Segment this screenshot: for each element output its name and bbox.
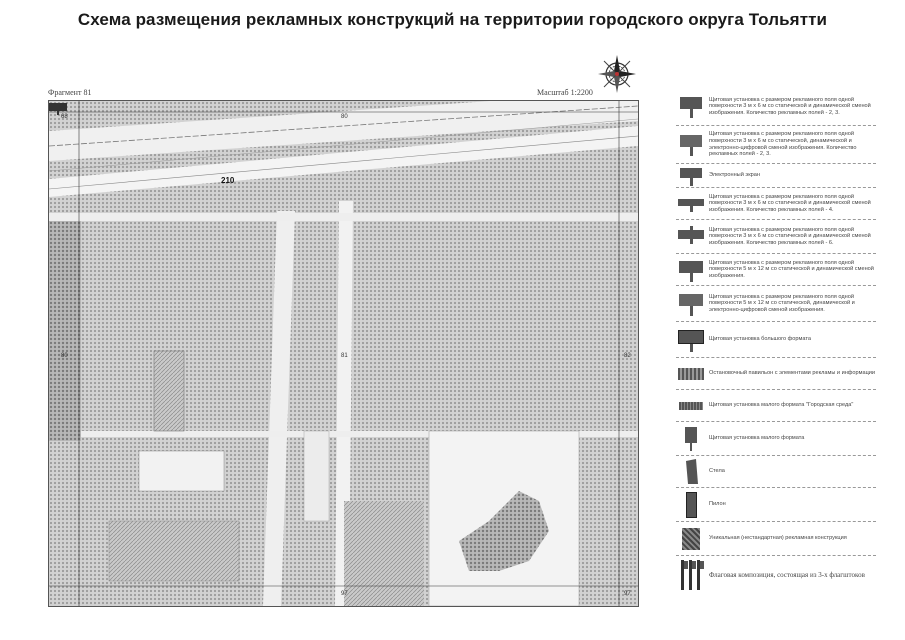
stele-icon (676, 456, 706, 487)
legend-text: Щитовая установка с размером рекламного поля одной поверхности 3 м х 6 м со статической и динамической сменой изображения. Количество рекламных полей - 6. (709, 226, 871, 246)
legend-text: Щитовая установка с размером рекламного поля одной поверхности 5 м х 12 м со статической, динамической и электронно-цифровой сменой изображения. (709, 293, 855, 313)
legend-item (676, 422, 876, 456)
grid-label: 97 (341, 591, 348, 597)
large-format-billboard-icon (676, 322, 706, 357)
billboard-static-icon (676, 88, 706, 125)
dark-block-left (49, 221, 81, 441)
billboard-marker-icon[interactable] (49, 101, 83, 115)
legend-item (676, 254, 876, 286)
city-format-icon (676, 390, 706, 421)
legend-item (676, 164, 876, 188)
electronic-screen-icon (676, 164, 706, 187)
legend-text: Стела (709, 468, 725, 475)
unique-construction-icon (676, 522, 706, 555)
legend-item (676, 390, 876, 422)
legend-item (676, 522, 876, 556)
legend-text: Щитовая установка малого формата "Городская среда" (709, 402, 854, 409)
legend-item (676, 456, 876, 488)
grid-label: 68 (61, 114, 68, 120)
road-horizontal (49, 213, 638, 221)
legend-text: Щитовая установка с размером рекламного поля одной поверхности 5 м х 12 м со статической и динамической сменой изображения. (709, 259, 874, 279)
legend-item (676, 556, 876, 594)
flag-composition-icon (676, 556, 706, 594)
pillar-icon (676, 488, 706, 521)
grid-label: 81 (341, 353, 348, 359)
legend-item (676, 488, 876, 522)
legend-text: Остановочный павильон с элементами рекламы и информации (709, 370, 876, 377)
legend-item (676, 220, 876, 254)
fragment-label: Фрагмент 81 (48, 88, 92, 97)
legend-text: Щитовая установка с размером рекламного поля одной поверхности 3 м х 6 м со статической, динамической и электронно-цифровой сменой изображения. Количество рекламных полей - 2, 3. (709, 131, 857, 158)
scale-label: Масштаб 1:2200 (537, 88, 593, 97)
legend-item (676, 188, 876, 220)
legend-item (676, 126, 876, 164)
billboard-digital-icon (676, 126, 706, 163)
legend-text: Флаговая композиция, состоящая из 3-х флагштоков (709, 571, 865, 579)
grid-label: 97 (624, 591, 631, 597)
legend (676, 88, 876, 594)
small-format-icon (676, 422, 706, 455)
legend-item (676, 358, 876, 390)
page-title: Схема размещения рекламных конструкций на территории городского округа Тольятти (77, 10, 828, 29)
legend-text: Щитовая установка малого формата (709, 435, 805, 442)
billboard-four-sided-icon (676, 188, 706, 219)
legend-text: Электронный экран (709, 172, 760, 179)
legend-item (676, 322, 876, 358)
compass-rose-icon (597, 54, 637, 94)
legend-text: Щитовая установка с размером рекламного поля одной поверхности 3 м х 6 м со статической и динамической сменой изображения. Количество рекламных полей - 2, 3. (709, 96, 871, 116)
legend-item (676, 286, 876, 322)
legend-text: Пилон (709, 501, 726, 508)
billboard-5x12-digital-icon (676, 286, 706, 321)
grid-label: 80 (341, 114, 348, 120)
grid-label: 82 (624, 353, 631, 359)
legend-text: Уникальная (нестандартная) рекламная конструкция (709, 535, 847, 542)
map-area[interactable] (48, 100, 639, 607)
billboard-eight-sided-icon (676, 220, 706, 253)
marker-number[interactable]: 210 (221, 176, 235, 185)
billboard-5x12-icon (676, 254, 706, 285)
grid-label: 80 (61, 353, 68, 359)
bus-stop-pavilion-icon (676, 358, 706, 389)
legend-text: Щитовая установка большого формата (709, 336, 811, 343)
legend-item (676, 88, 876, 126)
legend-text: Щитовая установка с размером рекламного поля одной поверхности 3 м х 6 м со статической и динамической сменой изображения. Количество рекламных полей - 4. (709, 193, 871, 213)
